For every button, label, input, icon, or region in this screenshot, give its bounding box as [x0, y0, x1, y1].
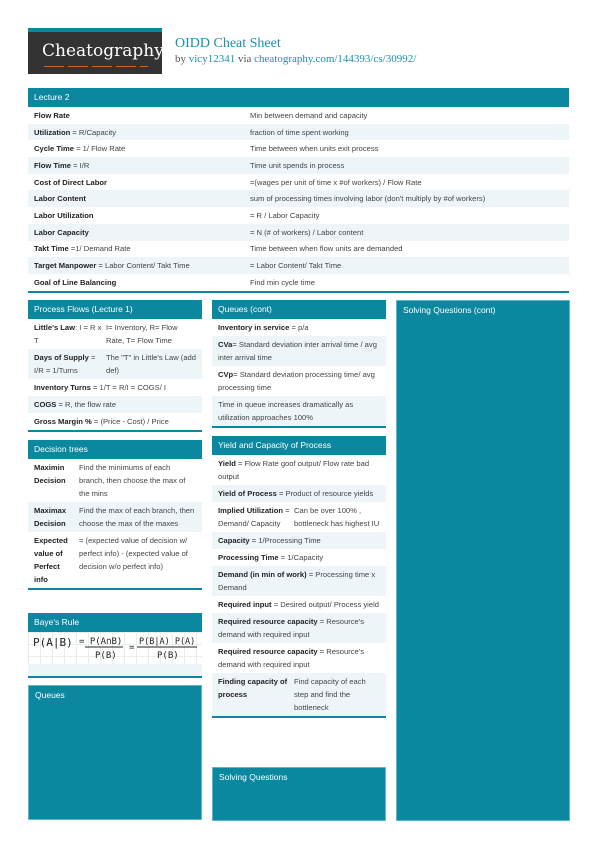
definition-cell: [250, 176, 563, 189]
term: Labor Utilization: [34, 210, 94, 220]
page-title[interactable]: OIDD Cheat Sheet: [175, 36, 281, 51]
table-row: [28, 124, 569, 141]
byline: by vicy12341 via cheatography.com/144393/cs/30992/: [175, 53, 417, 65]
table-row: [28, 319, 202, 349]
definition-cell: [250, 242, 563, 255]
table-row: [212, 596, 386, 613]
term: CVp: [218, 370, 234, 379]
section-queues: [28, 685, 202, 820]
definition: Min between demand and capacity: [250, 110, 368, 120]
term: Required input: [218, 600, 272, 609]
definition: Find the minimums of each branch, then choose the max of the mins: [79, 463, 186, 498]
term-cell: [34, 159, 250, 172]
term-cell: [34, 209, 250, 222]
section-title: Lecture 2: [28, 88, 569, 107]
logo-underline: [44, 66, 148, 67]
section-title: Process Flows (Lecture 1): [28, 300, 202, 319]
term-cell: [34, 192, 250, 205]
term: Utilization: [34, 127, 71, 137]
definition-cell: [294, 675, 380, 714]
definition: Time between when units exit process: [250, 144, 379, 154]
formula: = Flow Rate goof output/ Flow rate bad output: [218, 459, 370, 481]
table-row: [28, 224, 569, 241]
formula: = Standard deviation inter arrival time / avg inter arrival time: [218, 340, 377, 362]
table-row: [28, 274, 569, 291]
svg-text:P(B|A) P(A): P(B|A) P(A): [139, 637, 196, 647]
term-cell: [34, 534, 79, 586]
term: Flow Time: [34, 160, 71, 170]
term: Inventory Turns: [34, 383, 91, 392]
definition-cell: [250, 159, 563, 172]
definition: = R / Labor Capacity: [250, 210, 320, 220]
formula: = I/R: [71, 160, 90, 170]
logo-text: Cheatography: [42, 41, 164, 61]
formula: = Standard deviation processing time/ avg processing time: [218, 370, 375, 392]
table-row: [28, 459, 202, 502]
term-cell: [34, 242, 250, 255]
term-cell: [34, 259, 250, 272]
definition-cell: [106, 321, 196, 347]
term-cell: [218, 675, 294, 714]
table-row: [212, 549, 386, 566]
bayes-formula-image: [28, 632, 202, 676]
formula: = Product of resource yields: [276, 489, 374, 498]
definition-cell: [250, 276, 563, 289]
term-cell: [218, 504, 294, 530]
term: Goal of Line Balancing: [34, 277, 117, 287]
table-row: [28, 413, 202, 430]
term-cell: [34, 276, 250, 289]
svg-text:=: =: [129, 643, 135, 653]
cheatography-logo[interactable]: [28, 28, 162, 74]
table-row: [212, 396, 386, 426]
table-row: [212, 643, 386, 673]
term: Labor Capacity: [34, 227, 89, 237]
term: Flow Rate: [34, 110, 70, 120]
term: Demand (in min of work): [218, 570, 307, 579]
definition-cell: [79, 461, 196, 500]
term-cell: [34, 351, 106, 377]
definition: = Labor Content/ Takt Time: [250, 261, 342, 271]
definition: sum of processing times involving labor (don't multiply by #of workers): [250, 194, 486, 204]
section-title: Queues (cont): [212, 300, 386, 319]
term: Gross Margin %: [34, 417, 92, 426]
section-title: Solving Questions: [219, 772, 288, 782]
table-row: [28, 157, 569, 174]
term: Required resource capacity: [218, 617, 318, 626]
definition: Time between when flow units are demanded: [250, 244, 403, 254]
table-row: [28, 349, 202, 379]
section-title: Decision trees: [28, 440, 202, 459]
definition: = N (# of workers) / Labor content: [250, 227, 364, 237]
term: Cycle Time: [34, 144, 74, 154]
section-solving-questions: [212, 767, 386, 821]
table-row: [28, 107, 569, 124]
definition: Find min cycle time: [250, 277, 315, 287]
author-link[interactable]: vicy12341: [188, 53, 236, 65]
definition-cell: [250, 226, 563, 239]
definition-cell: [79, 504, 196, 530]
svg-text:= P(A∩B): = P(A∩B): [79, 637, 123, 647]
term-cell: [34, 321, 106, 347]
table-row: [28, 241, 569, 258]
handwritten-formula-icon: [31, 634, 199, 664]
definition-cell: [250, 259, 563, 272]
definition-cell: [250, 192, 563, 205]
table-row: [28, 190, 569, 207]
formula: = 1/Capacity: [278, 553, 324, 562]
definition: fraction of time spent working: [250, 127, 349, 137]
formula: : I = R x T: [34, 323, 102, 345]
term: Finding capacity of process: [218, 677, 288, 699]
section-title: Queues: [35, 690, 65, 700]
definition: = (expected value of decision w/ perfect info) - (expected value of decision w/o perfect info): [79, 536, 188, 571]
table-row: [28, 379, 202, 396]
term: Cost of Direct Labor: [34, 177, 107, 187]
table-row: [212, 613, 386, 643]
formula: = (Price - Cost) / Price: [91, 417, 169, 426]
term-cell: [34, 176, 250, 189]
formula: = p/a: [289, 323, 309, 332]
term: Yield of Process: [218, 489, 277, 498]
term: Expected value of Perfect info: [34, 536, 68, 584]
formula: =1/ Demand Rate: [68, 244, 131, 254]
table-row: [28, 140, 569, 157]
term: Processing Time: [218, 553, 279, 562]
term: Target Manpower: [34, 261, 97, 271]
term: Inventory in service: [218, 323, 290, 332]
table-row: [28, 396, 202, 413]
term: Labor Content: [34, 194, 86, 204]
formula: = Desired output/ Process yield: [271, 600, 379, 609]
section-title: Baye's Rule: [28, 613, 202, 632]
section-queues-cont: [212, 300, 386, 428]
table-row: [28, 502, 202, 532]
section-yield-capacity: [212, 436, 386, 718]
definition: =(wages per unit of time x #of workers) / Flow Rate: [250, 177, 422, 187]
formula: = 1/T = R/I = COGS/ I: [90, 383, 167, 392]
definition-cell: [294, 504, 380, 530]
term: Implied Utilization: [218, 506, 283, 515]
definition: The "T" in Little's Law (add def): [106, 353, 196, 375]
definition-cell: [250, 209, 563, 222]
term: Maximax Decision: [34, 506, 67, 528]
table-row: [212, 455, 386, 485]
term-cell: [34, 142, 250, 155]
section-lecture-2: [28, 88, 569, 293]
table-row: [212, 485, 386, 502]
formula: = 1/ Flow Rate: [73, 144, 126, 154]
section-title: Solving Questions (cont): [403, 305, 496, 315]
term-cell: [34, 126, 250, 139]
definition: Time unit spends in process: [250, 160, 345, 170]
formula: = Demand/ Capacity: [218, 506, 290, 528]
table-row: [28, 257, 569, 274]
table-row: [212, 502, 386, 532]
svg-text:P(B): P(B): [95, 651, 117, 661]
section-decision-trees: [28, 440, 202, 590]
term: Capacity: [218, 536, 250, 545]
formula: = Resource's demand with required input: [218, 647, 365, 669]
section-process-flows: [28, 300, 202, 432]
table-row: [28, 532, 202, 588]
definition: Find capacity of each step and find the bottleneck: [294, 677, 366, 712]
term: COGS: [34, 400, 57, 409]
term: Yield: [218, 459, 236, 468]
formula: Time in queue increases dramatically as utilization approaches 100%: [218, 400, 354, 422]
term-cell: [34, 109, 250, 122]
term-cell: [34, 504, 79, 530]
sheet-url-link[interactable]: cheatography.com/144393/cs/30992/: [254, 53, 417, 65]
formula: = R/Capacity: [70, 127, 117, 137]
formula: = 1/Processing Time: [249, 536, 321, 545]
table-row: [212, 673, 386, 716]
term: Required resource capacity: [218, 647, 318, 656]
table-row: [212, 566, 386, 596]
definition-cell: [250, 109, 563, 122]
section-title: Yield and Capacity of Process: [212, 436, 386, 455]
term: Days of Supply: [34, 353, 89, 362]
table-row: [212, 366, 386, 396]
definition: Can be over 100% , bottleneck has highest IU: [294, 506, 380, 528]
term-cell: [34, 226, 250, 239]
term: CVa: [218, 340, 233, 349]
term: Maximin Decision: [34, 463, 66, 485]
formula: = R, the flow rate: [56, 400, 117, 409]
table-row: [28, 174, 569, 191]
svg-text:P(B): P(B): [157, 651, 179, 661]
definition-cell: [250, 126, 563, 139]
definition: Find the max of each branch, then choose the max of the maxes: [79, 506, 195, 528]
definition-cell: [79, 534, 196, 586]
table-row: [212, 319, 386, 336]
term: Little's Law: [34, 323, 76, 332]
definition-cell: [250, 142, 563, 155]
formula: = Labor Content/ Takt Time: [96, 261, 190, 271]
formula: = Processing time x Demand: [218, 570, 376, 592]
formula: = Resource's demand with required input: [218, 617, 365, 639]
table-row: [212, 532, 386, 549]
definition-cell: [106, 351, 196, 377]
section-bayes-rule: [28, 613, 202, 678]
term: Takt Time: [34, 244, 69, 254]
table-row: [28, 207, 569, 224]
term-cell: [34, 461, 79, 500]
svg-text:P(A|B): P(A|B): [33, 636, 73, 649]
definition: I= Inventory, R= Flow Rate, T= Flow Time: [106, 323, 178, 345]
formula: = I/R = 1/Turns: [34, 353, 96, 375]
table-row: [212, 336, 386, 366]
section-solving-questions-cont: [396, 300, 570, 821]
